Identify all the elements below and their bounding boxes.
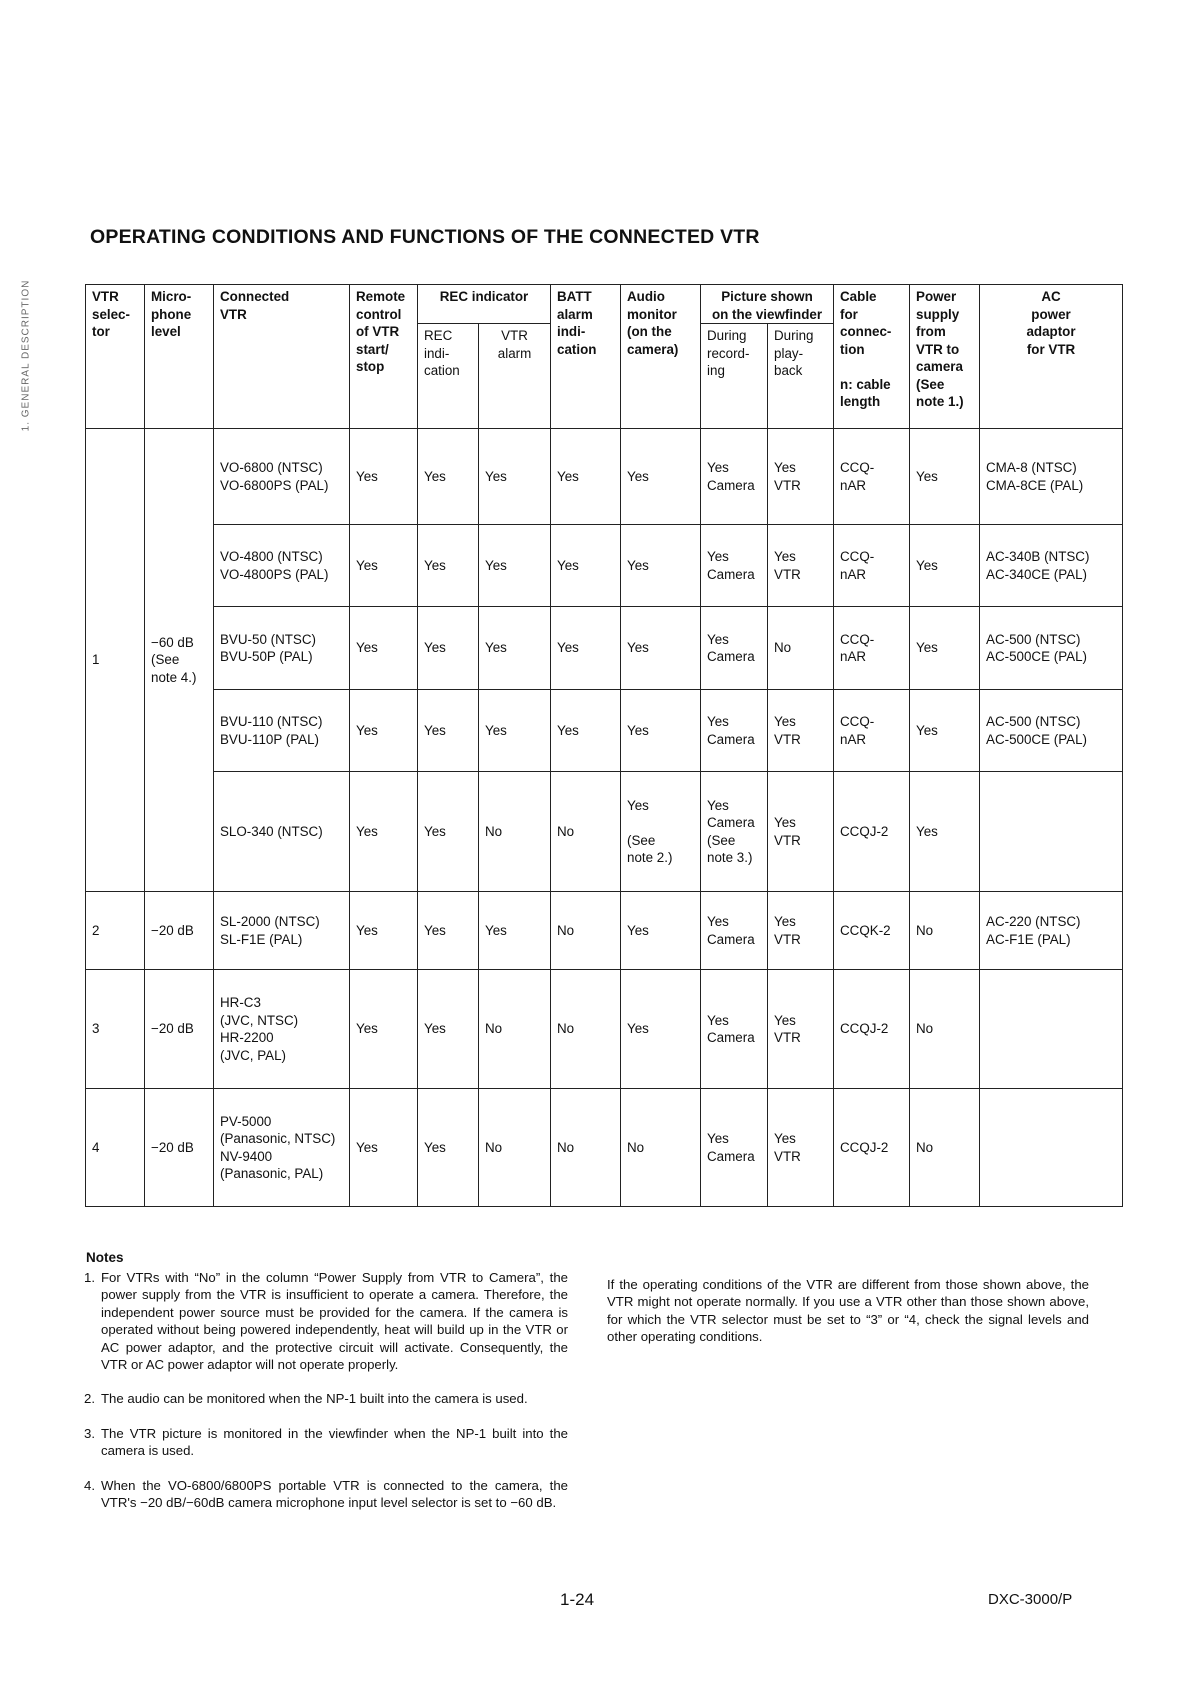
cell-connected-vtr: BVU-110 (NTSC) BVU-110P (PAL) <box>214 690 350 772</box>
cell-power-supply: Yes <box>910 690 980 772</box>
cell-audio-monitor: Yes <box>621 525 701 607</box>
note-item <box>84 1269 568 1373</box>
header-connected-vtr: Connected VTR <box>214 285 350 429</box>
cell-during-playback: Yes VTR <box>768 525 834 607</box>
cell-ac-adaptor <box>980 772 1123 892</box>
cell-connected-vtr: BVU-50 (NTSC) BVU-50P (PAL) <box>214 607 350 690</box>
cell-during-recording: Yes Camera <box>701 690 768 772</box>
header-picture-shown: Picture shown on the viewfinder <box>701 285 834 324</box>
cell-batt-alarm: No <box>551 772 621 892</box>
cell-remote-control: Yes <box>350 892 418 970</box>
cell-vtr-selector: 4 <box>86 1089 145 1207</box>
cell-remote-control: Yes <box>350 772 418 892</box>
cell-connected-vtr: SL-2000 (NTSC) SL-F1E (PAL) <box>214 892 350 970</box>
cell-connected-vtr: PV-5000 (Panasonic, NTSC) NV-9400 (Panasonic, PAL) <box>214 1089 350 1207</box>
cell-remote-control: Yes <box>350 690 418 772</box>
table-row <box>86 690 1123 772</box>
cell-vtr-alarm: No <box>479 772 551 892</box>
note-text: The VTR picture is monitored in the viewfinder when the NP-1 built into the camera is used. <box>101 1425 568 1459</box>
margin-section-label: 1. GENERAL DESCRIPTION <box>20 279 32 432</box>
note-text: For VTRs with “No” in the column “Power Supply from VTR to Camera”, the power supply from the VTR is insufficient to operate a camera. Therefore, the independent power source must be provided for the camera. If the camera is operated without being powered independently, heat will build up in the VTR or AC power adaptor, and the protective circuit will activate. Consequently, the VTR or AC power adaptor will not operate properly. <box>101 1270 568 1373</box>
cell-vtr-alarm: No <box>479 1089 551 1207</box>
cell-rec-indication: Yes <box>418 525 479 607</box>
cell-power-supply: No <box>910 892 980 970</box>
cell-during-playback: Yes VTR <box>768 892 834 970</box>
cell-connected-vtr: HR-C3 (JVC, NTSC) HR-2200 (JVC, PAL) <box>214 970 350 1089</box>
table-row <box>86 1089 1123 1207</box>
header-cable: Cable for connec- tion n: cable length <box>834 285 910 429</box>
cell-audio-monitor: Yes <box>621 607 701 690</box>
cell-vtr-alarm: No <box>479 970 551 1089</box>
cell-cable: CCQJ-2 <box>834 970 910 1089</box>
header-during-playback: During play- back <box>768 324 834 429</box>
cell-batt-alarm: No <box>551 892 621 970</box>
note-item <box>84 1390 568 1407</box>
header-mic-level: Micro- phone level <box>145 285 214 429</box>
cell-connected-vtr: SLO-340 (NTSC) <box>214 772 350 892</box>
cell-cable: CCQ- nAR <box>834 525 910 607</box>
cell-remote-control: Yes <box>350 429 418 525</box>
table-row <box>86 429 1123 525</box>
header-power-supply: Power supply from VTR to camera (See note 1.) <box>910 285 980 429</box>
header-rec-indicator: REC indicator <box>418 285 551 324</box>
note-item <box>84 1477 568 1512</box>
table-row <box>86 892 1123 970</box>
cell-vtr-alarm: Yes <box>479 607 551 690</box>
header-remote-control: Remote control of VTR start/ stop <box>350 285 418 429</box>
cell-cable: CCQK-2 <box>834 892 910 970</box>
operating-conditions-paragraph: If the operating conditions of the VTR are different from those shown above, the VTR might not operate normally. If you use a VTR other than those shown above, for which the VTR selector must be set to “3” or “4, check the signal levels and other operating conditions. <box>607 1277 1089 1345</box>
note-number: 2. <box>84 1391 95 1407</box>
header-rec-indication: REC indi- cation <box>418 324 479 429</box>
cell-ac-adaptor: AC-500 (NTSC) AC-500CE (PAL) <box>980 690 1123 772</box>
cell-connected-vtr: VO-4800 (NTSC) VO-4800PS (PAL) <box>214 525 350 607</box>
cell-audio-monitor: Yes (See note 2.) <box>621 772 701 892</box>
table-body <box>86 429 1123 1207</box>
header-ac-adaptor: AC power adaptor for VTR <box>980 285 1123 429</box>
cell-audio-monitor: No <box>621 1089 701 1207</box>
vtr-conditions-table <box>85 284 1123 1207</box>
table-row <box>86 607 1123 690</box>
cell-power-supply: Yes <box>910 607 980 690</box>
cell-power-supply: No <box>910 970 980 1089</box>
cell-rec-indication: Yes <box>418 429 479 525</box>
note-item <box>84 1425 568 1460</box>
header-during-recording: During record- ing <box>701 324 768 429</box>
cell-rec-indication: Yes <box>418 970 479 1089</box>
cell-during-recording: Yes Camera <box>701 607 768 690</box>
cell-during-recording: Yes Camera <box>701 892 768 970</box>
cell-rec-indication: Yes <box>418 772 479 892</box>
cell-ac-adaptor: CMA-8 (NTSC) CMA-8CE (PAL) <box>980 429 1123 525</box>
cell-vtr-alarm: Yes <box>479 892 551 970</box>
cell-mic-level: −20 dB <box>145 970 214 1089</box>
cell-batt-alarm: Yes <box>551 607 621 690</box>
cell-during-playback: Yes VTR <box>768 690 834 772</box>
cell-during-recording: Yes Camera (See note 3.) <box>701 772 768 892</box>
note-number: 1. <box>84 1270 95 1285</box>
cell-audio-monitor: Yes <box>621 690 701 772</box>
model-number: DXC-3000/P <box>988 1591 1073 1608</box>
cell-remote-control: Yes <box>350 525 418 607</box>
cell-batt-alarm: Yes <box>551 690 621 772</box>
cell-power-supply: Yes <box>910 525 980 607</box>
cell-during-playback: Yes VTR <box>768 429 834 525</box>
cell-vtr-selector: 3 <box>86 970 145 1089</box>
header-audio-monitor: Audio monitor (on the camera) <box>621 285 701 429</box>
cell-during-recording: Yes Camera <box>701 525 768 607</box>
cell-during-recording: Yes Camera <box>701 429 768 525</box>
cell-ac-adaptor: AC-340B (NTSC) AC-340CE (PAL) <box>980 525 1123 607</box>
cell-rec-indication: Yes <box>418 690 479 772</box>
note-number: 3. <box>84 1425 95 1441</box>
cell-power-supply: No <box>910 1089 980 1207</box>
cell-batt-alarm: No <box>551 970 621 1089</box>
cell-during-playback: Yes VTR <box>768 772 834 892</box>
cell-batt-alarm: Yes <box>551 525 621 607</box>
cell-ac-adaptor: AC-500 (NTSC) AC-500CE (PAL) <box>980 607 1123 690</box>
cell-batt-alarm: Yes <box>551 429 621 525</box>
cell-audio-monitor: Yes <box>621 429 701 525</box>
cell-vtr-selector: 2 <box>86 892 145 970</box>
cell-cable: CCQ- nAR <box>834 429 910 525</box>
table-row <box>86 970 1123 1089</box>
cell-mic-level: −60 dB (See note 4.) <box>145 429 214 892</box>
cell-remote-control: Yes <box>350 607 418 690</box>
cell-ac-adaptor <box>980 970 1123 1089</box>
cell-mic-level: −20 dB <box>145 1089 214 1207</box>
notes-list <box>84 1269 568 1528</box>
cell-power-supply: Yes <box>910 429 980 525</box>
cell-during-playback: Yes VTR <box>768 1089 834 1207</box>
header-batt-alarm: BATT alarm indi- cation <box>551 285 621 429</box>
cell-connected-vtr: VO-6800 (NTSC) VO-6800PS (PAL) <box>214 429 350 525</box>
cell-during-recording: Yes Camera <box>701 1089 768 1207</box>
table-row <box>86 772 1123 892</box>
cell-remote-control: Yes <box>350 1089 418 1207</box>
cell-during-playback: Yes VTR <box>768 970 834 1089</box>
cell-audio-monitor: Yes <box>621 892 701 970</box>
cell-batt-alarm: No <box>551 1089 621 1207</box>
cell-audio-monitor: Yes <box>621 970 701 1089</box>
notes-heading: Notes <box>86 1250 124 1265</box>
page-title: OPERATING CONDITIONS AND FUNCTIONS OF THE CONNECTED VTR <box>90 226 760 248</box>
header-vtr-selector: VTR selec- tor <box>86 285 145 429</box>
cell-ac-adaptor <box>980 1089 1123 1207</box>
cell-cable: CCQ- nAR <box>834 607 910 690</box>
cell-ac-adaptor: AC-220 (NTSC) AC-F1E (PAL) <box>980 892 1123 970</box>
cell-vtr-selector: 1 <box>86 429 145 892</box>
cell-cable: CCQ- nAR <box>834 690 910 772</box>
cell-vtr-alarm: Yes <box>479 690 551 772</box>
cell-rec-indication: Yes <box>418 1089 479 1207</box>
cell-during-recording: Yes Camera <box>701 970 768 1089</box>
cell-rec-indication: Yes <box>418 892 479 970</box>
table-row <box>86 525 1123 607</box>
cell-during-playback: No <box>768 607 834 690</box>
cell-power-supply: Yes <box>910 772 980 892</box>
note-text: The audio can be monitored when the NP-1 built into the camera is used. <box>101 1391 528 1407</box>
cell-cable: CCQJ-2 <box>834 772 910 892</box>
cell-vtr-alarm: Yes <box>479 525 551 607</box>
cell-cable: CCQJ-2 <box>834 1089 910 1207</box>
cell-vtr-alarm: Yes <box>479 429 551 525</box>
header-vtr-alarm: VTR alarm <box>479 324 551 429</box>
cell-remote-control: Yes <box>350 970 418 1089</box>
note-text: When the VO-6800/6800PS portable VTR is connected to the camera, the VTR's −20 dB/−60dB camera microphone input level selector is set to −60 dB. <box>101 1477 568 1511</box>
cell-mic-level: −20 dB <box>145 892 214 970</box>
page-number: 1-24 <box>560 1590 595 1609</box>
note-number: 4. <box>84 1477 95 1493</box>
cell-rec-indication: Yes <box>418 607 479 690</box>
